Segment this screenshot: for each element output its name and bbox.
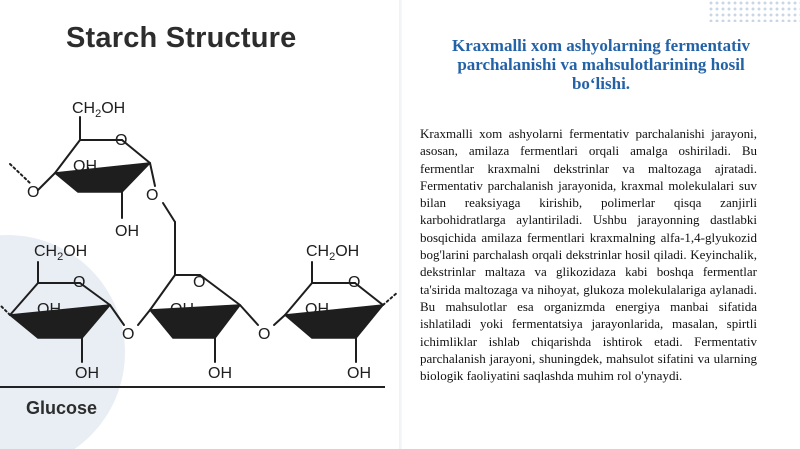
oh-label-left-upper: OH [37,301,61,318]
ch2oh-label-top: $CH_2OH$ [72,100,126,120]
oh-label-middle-bottom: OH [208,365,232,382]
oh-label-top-left: OH [73,158,97,175]
ring-oxygen-left: O [73,274,86,291]
glycosidic-oxygen-top: O [146,187,159,204]
oh-label-top-bottom: OH [115,223,139,240]
ch2oh-label-left: $CH_2OH$ [34,243,88,263]
document-title: Kraxmalli xom ashyolarning fermentativ parchalanishi va mahsulotlarining hosil bo‘lishi. [452,36,750,93]
glucose-ring-right [274,262,398,362]
caption-divider-line [0,386,385,388]
oh-label-middle-upper: OH [170,301,194,318]
glucose-caption: Glucose [26,398,98,418]
oxygen-link-top-left: O [27,184,40,201]
glucose-ring-left [0,262,124,362]
oh-label-right-upper: OH [305,301,329,318]
glycosidic-oxygen-left: O [122,326,135,343]
glycosidic-oxygen-middle: O [258,326,271,343]
oh-label-right-bottom: OH [347,365,371,382]
decorative-dot-pattern [708,0,800,22]
diagram-title: Starch Structure [66,22,297,54]
ring-oxygen-middle: O [193,274,206,291]
oh-label-left-bottom: OH [75,365,99,382]
document-body-text: Kraxmalli xom ashyolarni fermentativ parchalanishi jarayoni, asosan, amilaza fermentlari orqali amalga oshiriladi. Bu fermentlar kraxmalni dekstrinlar va maltozaga ajratadi. Fermentativ parchalanish jarayonida, kraxmal molekulalari suv bilan reaksiyaga kirishib, polimerlar qisqa zanjirli karbohidratlarga aylantiriladi. Ushbu jarayonning dastlabki bosqichida amilaza fermentlari kraxmalning alfa-1,4-glyukozid bog'larini parchalash orqali dekstrinlar hosil qiladi. Keyinchalik, dekstrinlar maltaza va glikozidaza kabi boshqa fermentlar ta'sirida maltozaga va nihoyat, glukoza molekulalariga aylanadi. Bu mahsulotlar esa organizmda energiya manbai sifatida ishlatiladi yoki fermentatsiya jarayonlarida, masalan, spirtli ichimliklar ishlab chiqarishda ishtirok etadi. Fermentativ parchalanish jarayoni, shuningdek, mahsulot sifatini va ularning biologik faoliyatini saqlashda muhim rol o'ynaydi. [420,126,757,384]
ring-oxygen-right: O [348,274,361,291]
ring-oxygen-top: O [115,132,128,149]
ch2oh-label-right: $CH_2OH$ [306,243,360,263]
